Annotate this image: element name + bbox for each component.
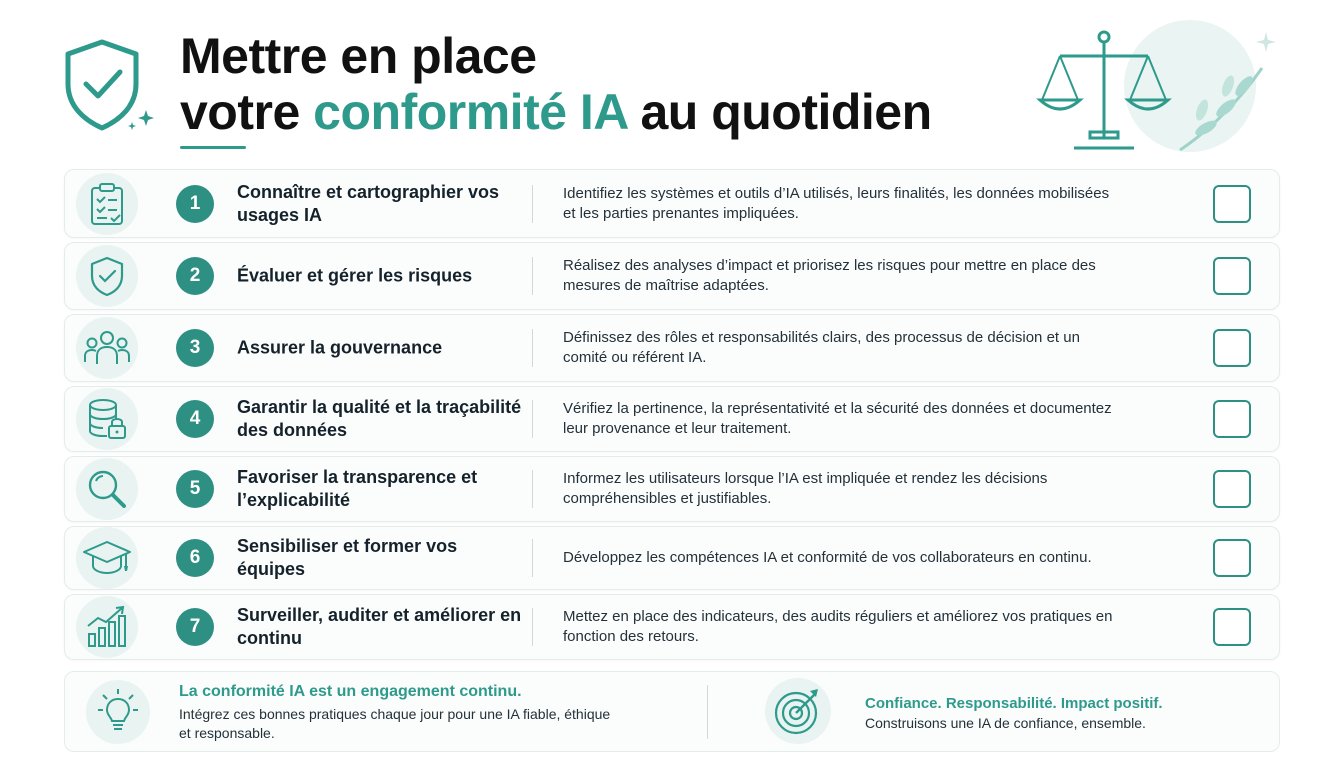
step-row-7 <box>64 594 1280 660</box>
growth-chart-icon <box>84 604 130 650</box>
database-lock-icon <box>85 397 129 441</box>
footer-left-heading: La conformité IA est un engagement continu. <box>179 683 522 700</box>
step-title: Sensibiliser et former vos équipes <box>237 536 458 579</box>
step-checkbox[interactable] <box>1213 257 1251 295</box>
step-title: Favoriser la transparence et l’explicabilité <box>237 467 478 510</box>
step-checkbox[interactable] <box>1213 185 1251 223</box>
step-number: 3 <box>176 329 214 367</box>
step-row-1 <box>64 169 1280 238</box>
step-description: Développez les compétences IA et conformité de vos collaborateurs en continu. <box>563 549 1092 566</box>
step-checkbox[interactable] <box>1213 329 1251 367</box>
footer-right-text: Construisons une IA de confiance, ensemble. <box>865 715 1146 731</box>
step-title: Connaître et cartographier vos usages IA <box>237 181 500 225</box>
footer-right-heading: Confiance. Responsabilité. Impact positif. <box>865 695 1163 712</box>
magnifier-icon <box>85 467 129 511</box>
graduation-cap-icon <box>82 538 132 578</box>
step-row-2 <box>64 242 1280 310</box>
title-underline <box>180 146 246 149</box>
footer-divider <box>707 685 708 739</box>
step-title: Surveiller, auditer et améliorer en continu <box>237 605 522 648</box>
row-divider <box>532 329 533 367</box>
page-title <box>180 28 932 140</box>
step-title: Assurer la gouvernance <box>237 337 443 358</box>
step-description: Définissez des rôles et responsabilités clairs, des processus de décision et un comité ou référent IA. <box>563 329 1080 366</box>
step-number: 5 <box>176 470 214 508</box>
row-divider <box>532 608 533 646</box>
scales-of-justice-icon <box>1030 20 1290 152</box>
step-description: Informez les utilisateurs lorsque l’IA est impliquée et rendez les décisions compréhensibles et justifiables. <box>563 470 1048 507</box>
step-checkbox[interactable] <box>1213 608 1251 646</box>
title-line2-accent: conformité IA <box>313 84 628 140</box>
row-divider <box>532 185 533 223</box>
step-number: 2 <box>176 257 214 295</box>
step-checkbox[interactable] <box>1213 400 1251 438</box>
step-title: Garantir la qualité et la traçabilité des données <box>237 397 522 440</box>
step-row-5 <box>64 456 1280 522</box>
row-divider <box>532 539 533 577</box>
step-row-6 <box>64 526 1280 590</box>
footer-banner <box>64 671 1280 752</box>
step-number: 1 <box>176 185 214 223</box>
shield-check-icon <box>87 254 127 298</box>
step-description: Mettez en place des indicateurs, des audits réguliers et améliorez vos pratiques en fonction des retours. <box>563 608 1113 645</box>
people-group-icon <box>83 328 131 368</box>
footer-left-text: Intégrez ces bonnes pratiques chaque jour pour une IA fiable, éthique et responsable. <box>179 706 611 741</box>
lightbulb-icon <box>93 687 143 737</box>
step-description: Identifiez les systèmes et outils d’IA utilisés, leurs finalités, les données mobilisées et les parties prenantes impliquées. <box>563 184 1110 222</box>
step-row-4 <box>64 386 1280 452</box>
row-divider <box>532 470 533 508</box>
step-title: Évaluer et gérer les risques <box>237 265 473 286</box>
title-line2-post: au quotidien <box>627 84 932 140</box>
title-line2-pre: votre <box>180 84 314 140</box>
shield-check-icon <box>62 36 158 136</box>
target-arrow-icon <box>772 685 824 737</box>
step-number: 6 <box>176 539 214 577</box>
row-divider <box>532 257 533 295</box>
step-description: Vérifiez la pertinence, la représentativité et la sécurité des données et documentez leur provenance et leur traitement. <box>563 400 1112 437</box>
step-row-3 <box>64 314 1280 382</box>
step-checkbox[interactable] <box>1213 470 1251 508</box>
step-number: 7 <box>176 608 214 646</box>
step-description: Réalisez des analyses d’impact et priorisez les risques pour mettre en place des mesures de maîtrise adaptées. <box>563 257 1096 294</box>
title-line1: Mettre en place <box>180 28 537 84</box>
row-divider <box>532 400 533 438</box>
clipboard-checklist-icon <box>87 182 127 226</box>
step-number: 4 <box>176 400 214 438</box>
step-checkbox[interactable] <box>1213 539 1251 577</box>
